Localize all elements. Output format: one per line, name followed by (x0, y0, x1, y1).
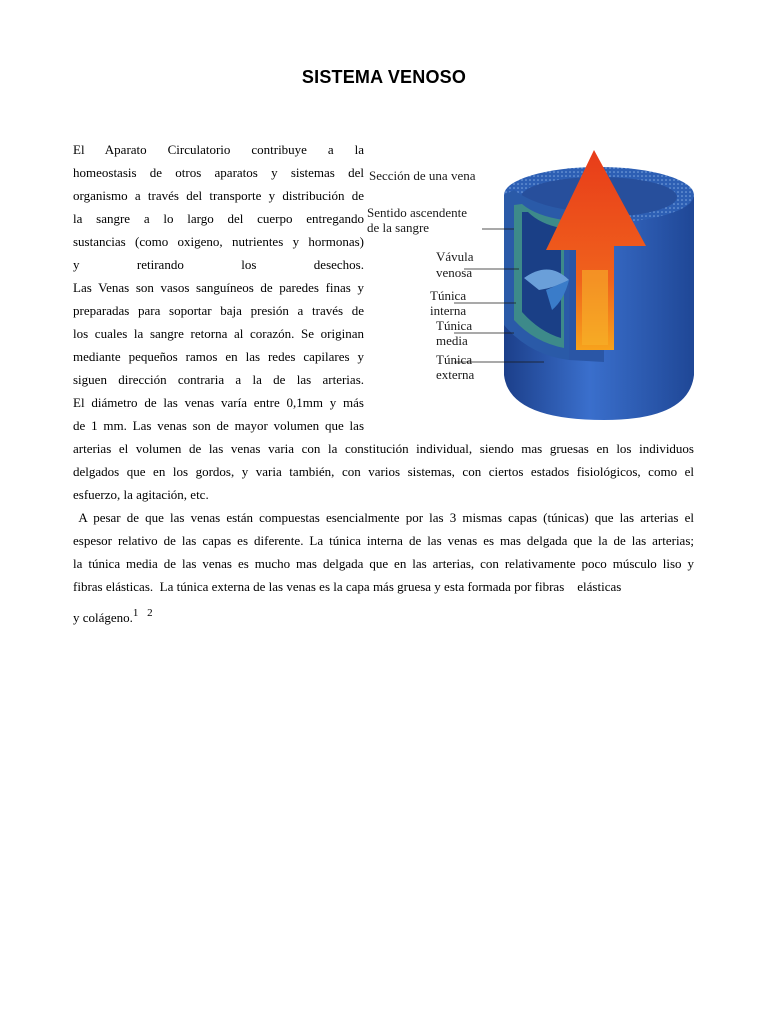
text-line: la túnica media de las venas es mucho mas delgada que en las arterias, con relativamente poco músculo liso y (73, 556, 694, 571)
final-line (73, 602, 694, 629)
text-line: y retirando los desechos. (73, 257, 364, 272)
body-paragraph (73, 437, 694, 629)
label-media-2: media (436, 333, 468, 348)
text-line: esfuerzo, la agitación, etc. (73, 487, 209, 502)
footnote-refs: 1 2 (132, 607, 156, 619)
text-line: mediante pequeños ramos en las redes capilares y (73, 349, 364, 364)
vein-illustration (364, 150, 694, 422)
label-seccion: Sección de una vena (369, 168, 476, 183)
vein-section-figure (364, 150, 694, 422)
text-line: siguen dirección contraria a la de las arterias. (73, 372, 364, 387)
text-line: El diámetro de las venas varía entre 0,1mm y más (73, 395, 364, 410)
label-media-1: Túnica (436, 318, 473, 333)
text-line: delgados que en los gordos, y varia también, con varios sistemas, con ciertos estados fisiológicos, como el (73, 464, 694, 479)
text-line: y colágeno. (73, 610, 133, 625)
text-line: espesor relativo de las capas es diferente. La túnica interna de las venas es mas delgada que la de las arterias; (73, 533, 694, 548)
text-line: de 1 mm. Las venas son de mayor volumen que las (73, 418, 364, 433)
text-line: fibras elásticas. La túnica externa de las venas es la capa más gruesa y esta formada por fibras elásticas (73, 579, 622, 594)
text-line: organismo a través del transporte y distribución de (73, 188, 364, 203)
text-line: A pesar de que las venas están compuestas esencialmente por las 3 mismas capas (túnicas) que las arterias el (73, 510, 694, 525)
text-line: los cuales la sangre retorna al corazón. Se originan (73, 326, 364, 341)
label-valvula-2: venosa (436, 265, 473, 280)
intro-paragraph (73, 138, 364, 437)
page-title: SISTEMA VENOSO (301, 67, 467, 87)
label-externa-2: externa (436, 367, 475, 382)
text-line: homeostasis de otros aparatos y sistemas del (73, 165, 364, 180)
text-line: Las Venas son vasos sanguíneos de paredes finas y (73, 280, 364, 295)
text-line: sustancias (como oxigeno, nutrientes y hormonas) (73, 234, 364, 249)
text-line: la sangre a lo largo del cuerpo entregando (73, 211, 364, 226)
label-sentido-1: Sentido ascendente (367, 205, 467, 220)
label-interna-2: interna (430, 303, 467, 318)
label-sentido-2: de la sangre (367, 220, 430, 235)
label-valvula-1: Vávula (436, 249, 474, 264)
text-line: arterias el volumen de las venas varia con la constitución individual, siendo mas gruesas en los individuos (73, 441, 694, 456)
label-externa-1: Túnica (436, 352, 473, 367)
text-line: El Aparato Circulatorio contribuye a la (73, 142, 364, 157)
text-line: preparadas para soportar baja presión a través de (73, 303, 364, 318)
label-interna-1: Túnica (430, 288, 467, 303)
